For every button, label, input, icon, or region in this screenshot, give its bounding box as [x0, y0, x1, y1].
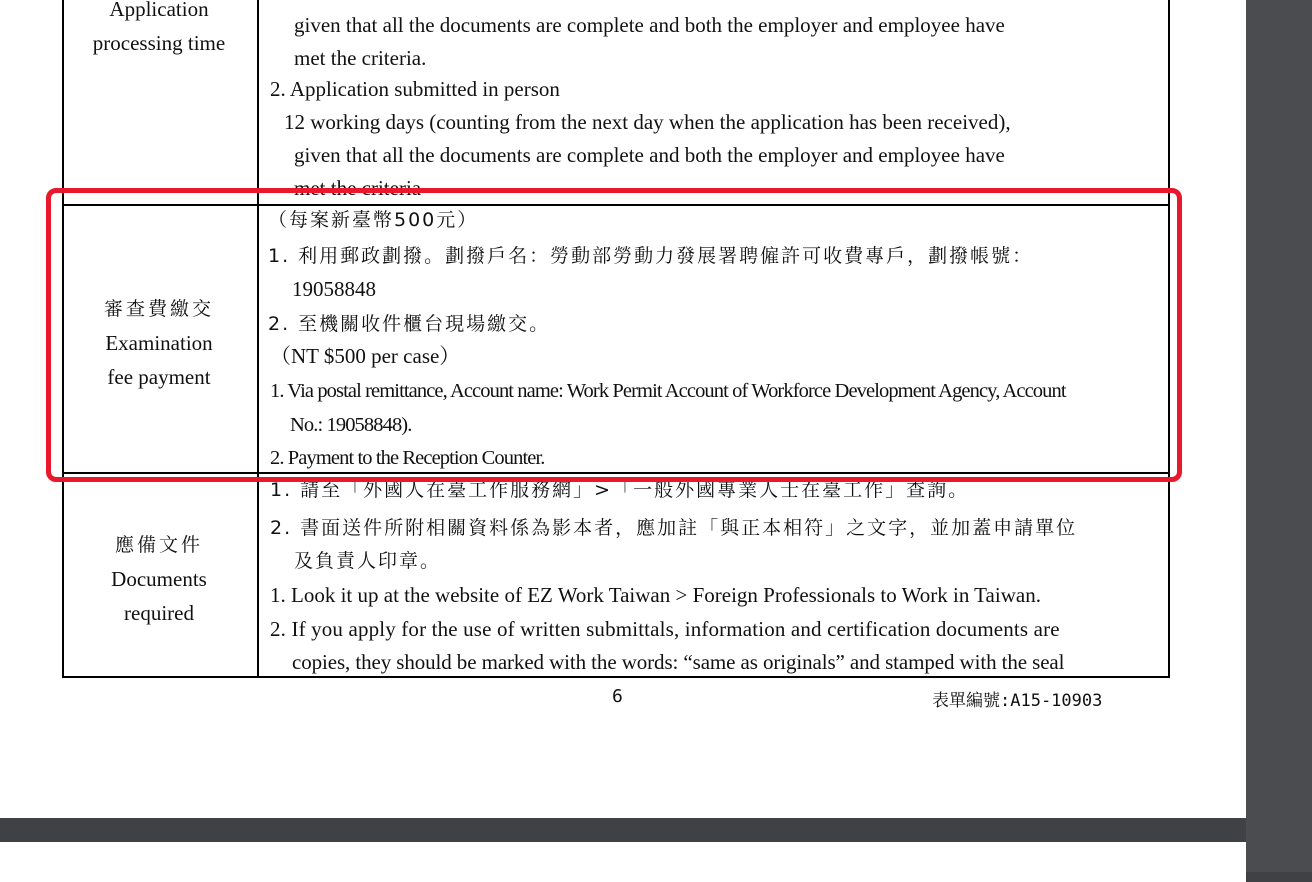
documents-text-line: copies, they should be marked with the words: “same as originals” and stamped with the seal: [292, 650, 1065, 674]
processing-text-line: given that all the documents are complete and both the employer and employee have: [294, 143, 1005, 167]
form-number: 表單編號:A15-10903: [932, 691, 1103, 711]
documents-text-line: 1. Look it up at the website of EZ Work Taiwan > Foreign Professionals to Work in Taiwan.: [270, 583, 1041, 607]
row-label-line: Documents: [111, 567, 207, 591]
fee-text-line: 1. 利用郵政劃撥。劃撥戶名：勞動部勞動力發展署聘僱許可收費專戶，劃撥帳號：: [268, 245, 1034, 267]
row-label-line: 應備文件: [114, 534, 203, 556]
fee-text-line: 2. Payment to the Reception Counter.: [270, 447, 545, 469]
row-label-documents-required: [64, 528, 254, 630]
processing-text-line: 12 working days (counting from the next day when the application has been received),: [284, 110, 1011, 134]
fee-text-line: （每案新臺幣500元）: [268, 209, 479, 231]
scrollbar-track[interactable]: [1246, 0, 1312, 872]
processing-text-line: 2. Application submitted in person: [270, 77, 560, 101]
fee-text-line: 19058848: [292, 277, 376, 301]
row-label-line: required: [124, 601, 194, 625]
documents-text-line: 1. 請至「外國人在臺工作服務網」>「一般外國專業人士在臺工作」查詢。: [270, 479, 970, 501]
row-label-processing-time: [64, 0, 254, 60]
processing-text-line: given that all the documents are complete and both the employer and employee have: [294, 13, 1005, 37]
row-label-line: Application: [109, 0, 209, 21]
documents-text-line: 2. 書面送件所附相關資料係為影本者，應加註「與正本相符」之文字，並加蓋申請單位: [270, 517, 1078, 539]
fee-text-line: No.: 19058848).: [290, 414, 412, 436]
documents-text-line: 2. If you apply for the use of written submittals, information and certification documents are: [270, 617, 1060, 641]
page-number: 6: [612, 686, 623, 707]
fee-text-line: 2. 至機關收件櫃台現場繳交。: [268, 313, 551, 335]
processing-text-line: met the criteria: [294, 176, 422, 200]
row-label-line: 審查費繳交: [103, 298, 214, 320]
row-label-line: processing time: [92, 31, 226, 55]
next-document-page: [0, 842, 1246, 882]
documents-text-line: 及負責人印章。: [294, 550, 442, 572]
processing-text-line: met the criteria.: [294, 46, 427, 70]
fee-text-line: （NT $500 per case）: [270, 344, 461, 368]
row-label-line: Examination: [105, 331, 213, 355]
row-label-line: fee payment: [107, 365, 211, 389]
fee-text-line: 1. Via postal remittance, Account name: Work Permit Account of Workforce Development Agency, Account: [270, 380, 1066, 402]
highlight-box: [46, 188, 1182, 482]
